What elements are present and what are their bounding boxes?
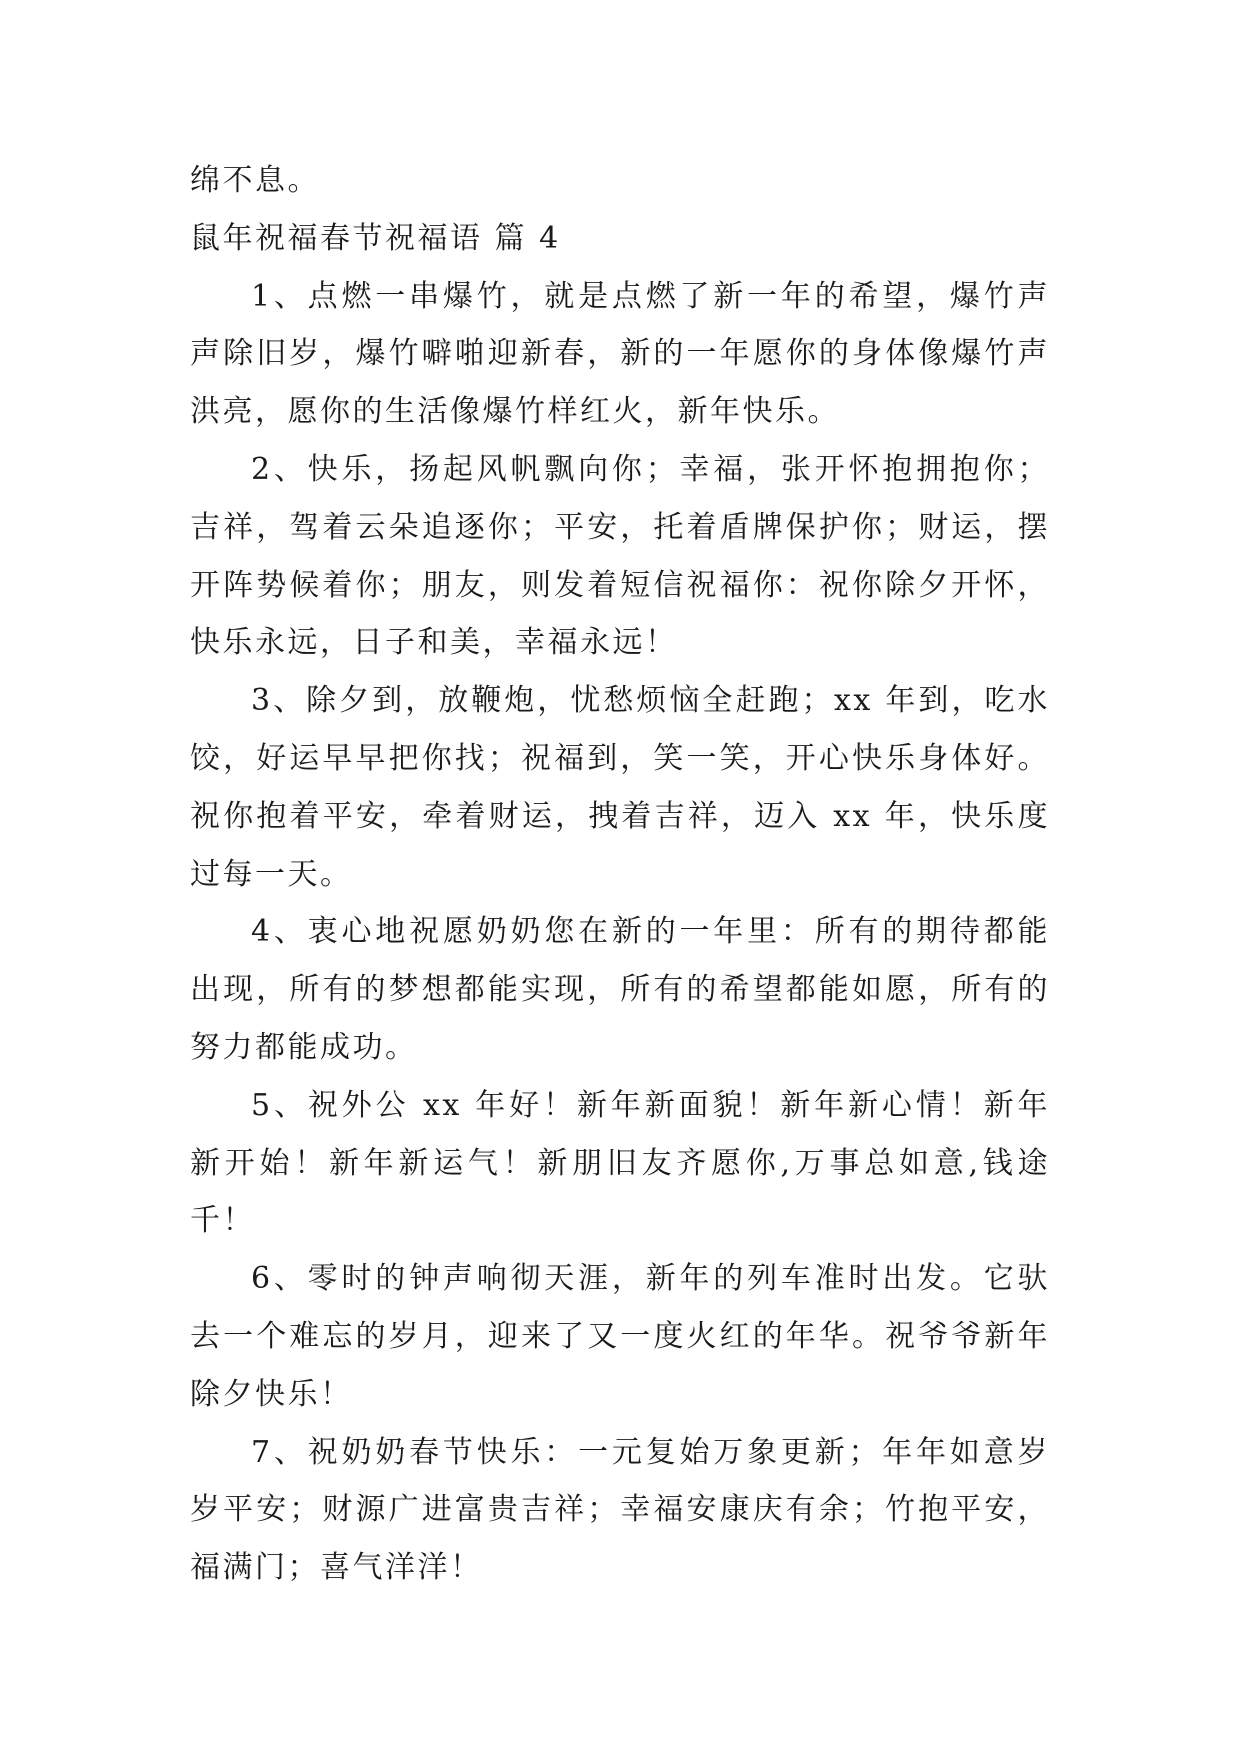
paragraph-3: 3、除夕到，放鞭炮，忧愁烦恼全赶跑；xx 年到，吃水饺，好运早早把你找；祝福到，笑一笑，开心快乐身体好。祝你抱着平安，牵着财运，拽着吉祥，迈入 xx 年，快乐度过每一天。 bbox=[190, 683, 1050, 892]
paragraph-6: 6、零时的钟声响彻天涯，新年的列车准时出发。它驮去一个难忘的岁月，迎来了又一度火红的年华。祝爷爷新年除夕快乐！ bbox=[190, 1261, 1050, 1412]
section-heading: 鼠年祝福春节祝福语 篇 4 bbox=[190, 220, 561, 256]
paragraph-5: 5、祝外公 xx 年好！新年新面貌！新年新心情！新年新开始！新年新运气！新朋旧友齐愿你,万事总如意,钱途千！ bbox=[190, 1087, 1050, 1239]
paragraph-1: 1、点燃一串爆竹，就是点燃了新一年的希望，爆竹声声除旧岁，爆竹噼啪迎新春，新的一年愿你的身体像爆竹声洪亮，愿你的生活像爆竹样红火，新年快乐。 bbox=[190, 278, 1050, 430]
paragraph-4: 4、衷心地祝愿奶奶您在新的一年里：所有的期待都能出现，所有的梦想都能实现，所有的希望都能如愿，所有的努力都能成功。 bbox=[190, 914, 1050, 1065]
paragraph-2: 2、快乐，扬起风帆飘向你；幸福，张开怀抱拥抱你；吉祥，驾着云朵追逐你；平安，托着盾牌保护你；财运，摆开阵势候着你；朋友，则发着短信祝福你：祝你除夕开怀，快乐永远，日子和美，幸福永远！ bbox=[190, 451, 1050, 661]
paragraph-7: 7、祝奶奶春节快乐：一元复始万象更新；年年如意岁岁平安；财源广进富贵吉祥；幸福安康庆有余；竹抱平安，福满门；喜气洋洋！ bbox=[190, 1434, 1050, 1586]
document-body bbox=[190, 152, 1050, 1597]
continuation-text: 绵不息。 bbox=[190, 163, 320, 198]
